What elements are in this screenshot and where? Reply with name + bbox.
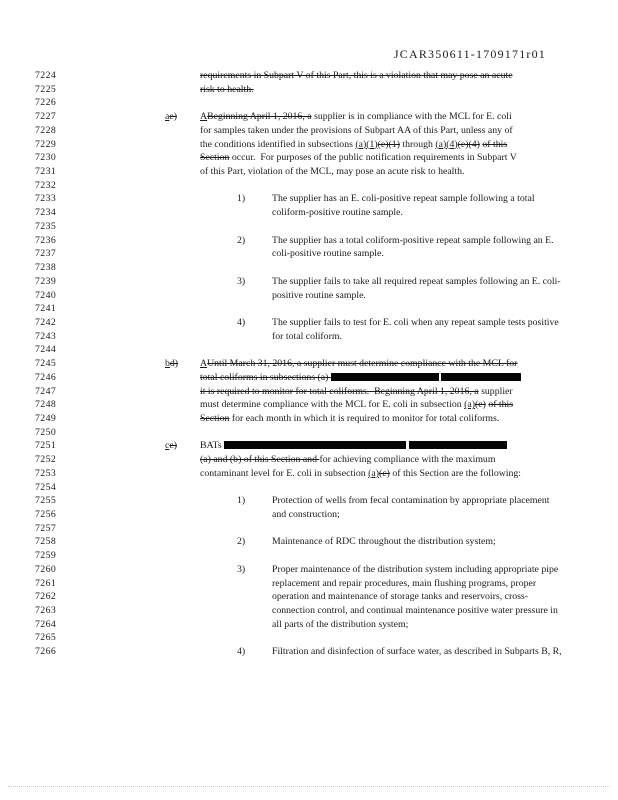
text-segment: risk to health. — [200, 83, 254, 95]
text-segment: (a) and (b) of this Section and — [200, 454, 320, 466]
doc-line-7256 — [0, 508, 618, 522]
line-number: 7241 — [35, 303, 57, 315]
doc-line-7232 — [0, 179, 618, 193]
line-text — [200, 357, 517, 371]
line-text — [272, 563, 558, 577]
line-number: 7226 — [35, 97, 57, 109]
text-segment: Proper maintenance of the distribution system including appropriate pipe — [272, 563, 559, 575]
text-segment: 2) — [237, 234, 246, 246]
doc-line-7247 — [0, 385, 618, 399]
line-number: 7255 — [35, 495, 57, 507]
line-text — [200, 124, 513, 138]
text-segment: e) — [169, 111, 177, 123]
doc-line-7258 — [0, 535, 618, 549]
line-text — [272, 604, 558, 618]
text-segment: and construction; — [272, 509, 340, 520]
text-segment: replacement and repair procedures, main flushing programs, proper — [272, 577, 537, 589]
doc-line-7265 — [0, 631, 618, 645]
doc-line-7224 — [0, 69, 618, 83]
line-number: 7266 — [35, 646, 57, 658]
text-segment: Section — [200, 152, 230, 164]
text-segment: 1) — [237, 495, 246, 507]
text-segment: (e) — [474, 399, 486, 411]
line-number: 7240 — [35, 289, 57, 301]
paragraph-label — [237, 494, 245, 508]
text-segment: 3) — [237, 275, 246, 287]
line-text — [272, 535, 496, 549]
line-number: 7231 — [35, 166, 57, 178]
paragraph-label — [237, 234, 245, 248]
line-number: 7244 — [35, 344, 57, 356]
doc-line-7262 — [0, 590, 618, 604]
text-segment: the conditions identified in subsections — [200, 138, 356, 150]
line-number: 7263 — [35, 605, 57, 617]
line-number: 7224 — [35, 70, 57, 81]
text-segment: 4) — [237, 646, 246, 658]
line-number: 7249 — [35, 412, 57, 424]
text-segment: 3) — [237, 563, 246, 575]
line-text — [200, 439, 507, 453]
text-segment: of this — [488, 399, 514, 411]
text-segment: a — [165, 111, 170, 123]
line-text — [200, 467, 521, 481]
line-text — [272, 206, 403, 220]
text-segment: c — [165, 440, 170, 452]
text-segment: (e)(4) — [457, 138, 480, 150]
line-number: 7247 — [35, 385, 57, 397]
line-text — [200, 453, 495, 467]
text-segment: (a) — [464, 399, 475, 411]
line-text — [200, 83, 254, 97]
text-segment: of this Section are the following: — [389, 467, 522, 479]
line-text — [200, 69, 513, 83]
line-number: 7265 — [35, 632, 57, 644]
paragraph-label — [237, 275, 245, 289]
line-number: 7260 — [35, 563, 57, 575]
text-segment: Until March 31, 2016, a supplier must determine compliance with the MCL for — [207, 358, 518, 370]
text-segment: The supplier has a total coliform-positive repeat sample following an E. — [272, 234, 554, 246]
doc-line-7254 — [0, 481, 618, 495]
paragraph-label — [165, 110, 177, 124]
paragraph-label — [165, 439, 177, 453]
text-segment: requirements in Subpart V of this Part, this is a violation that may pose an acute — [200, 70, 513, 81]
line-text — [272, 508, 340, 522]
line-number: 7234 — [35, 207, 57, 219]
line-text — [272, 645, 562, 659]
document-id-header: JCAR350611-1709171r01 — [393, 47, 546, 61]
doc-line-7228 — [0, 124, 618, 138]
line-text — [200, 138, 507, 152]
line-number: 7228 — [35, 124, 57, 136]
line-text — [200, 412, 499, 426]
doc-line-7250 — [0, 426, 618, 440]
text-segment: for achieving compliance with the maximum — [319, 454, 496, 466]
doc-line-7251 — [0, 439, 618, 453]
doc-line-7246 — [0, 371, 618, 385]
line-number: 7245 — [35, 358, 57, 370]
text-segment: total coliforms in subsections (a) — [200, 371, 331, 383]
doc-line-7239 — [0, 275, 618, 289]
line-number: 7229 — [35, 138, 57, 150]
text-segment: for total coliform. — [272, 330, 342, 342]
line-number: 7264 — [35, 618, 57, 630]
doc-line-7266 — [0, 645, 618, 659]
line-number: 7250 — [35, 426, 57, 438]
text-segment: BATs — [200, 440, 225, 452]
doc-line-7240 — [0, 289, 618, 303]
line-number: 7246 — [35, 371, 57, 383]
line-text — [200, 385, 513, 399]
doc-line-7248 — [0, 398, 618, 412]
line-text — [272, 289, 366, 303]
text-segment: of this Part, violation of the MCL, may pose an acute risk to health. — [200, 166, 465, 178]
doc-line-7234 — [0, 206, 618, 220]
text-segment: all parts of the distribution system; — [272, 618, 409, 630]
text-segment: Filtration and disinfection of surface water, as described in Subparts B, R, — [272, 646, 562, 658]
line-number: 7254 — [35, 481, 57, 493]
text-segment: 1) — [237, 193, 246, 205]
text-segment: Maintenance of RDC throughout the distribution system; — [272, 536, 496, 548]
text-segment: for samples taken under the provisions of Subpart AA of this Part, unless any of — [200, 124, 513, 136]
paragraph-label — [237, 192, 245, 206]
line-number: 7232 — [35, 179, 57, 191]
line-number: 7236 — [35, 234, 57, 246]
doc-line-7231 — [0, 165, 618, 179]
line-text — [200, 110, 512, 124]
text-segment: coli-positive routine sample. — [272, 248, 384, 260]
doc-line-7241 — [0, 302, 618, 316]
text-segment: A — [200, 111, 208, 123]
line-text — [272, 577, 536, 591]
doc-line-7264 — [0, 618, 618, 632]
line-number: 7256 — [35, 509, 57, 520]
text-segment: (e)(1) — [377, 138, 400, 150]
text-segment: for each month in which it is required to monitor for total coliforms. — [229, 412, 500, 424]
text-segment: positive routine sample. — [272, 289, 366, 301]
text-segment: of this — [482, 138, 508, 150]
line-text — [272, 316, 559, 330]
doc-line-7261 — [0, 577, 618, 591]
paragraph-label — [165, 357, 178, 371]
text-segment: must determine compliance with the MCL for E. coli in subsection — [200, 399, 465, 411]
doc-line-7259 — [0, 549, 618, 563]
line-number: 7225 — [35, 83, 57, 95]
paragraph-label — [237, 535, 245, 549]
doc-line-7249 — [0, 412, 618, 426]
doc-line-7233 — [0, 192, 618, 206]
line-text — [200, 371, 521, 385]
redaction-bar — [441, 373, 521, 381]
line-text — [200, 151, 517, 165]
line-number: 7227 — [35, 111, 57, 123]
doc-line-7235 — [0, 220, 618, 234]
text-segment: b — [165, 358, 170, 370]
doc-line-7260 — [0, 563, 618, 577]
text-segment: (c) — [379, 467, 390, 479]
text-segment: (a) — [368, 467, 380, 479]
line-number: 7251 — [35, 440, 57, 452]
text-segment: contaminant level for E. coli in subsection — [200, 467, 369, 479]
text-segment: d) — [169, 358, 179, 370]
doc-line-7230 — [0, 151, 618, 165]
text-segment: e) — [169, 440, 177, 452]
line-text — [272, 247, 384, 261]
line-text — [272, 494, 549, 508]
doc-line-7257 — [0, 522, 618, 536]
line-text — [272, 590, 528, 604]
line-number: 7253 — [35, 467, 57, 479]
text-segment: Protection of wells from fecal contamination by appropriate placement — [272, 495, 550, 507]
doc-line-7253 — [0, 467, 618, 481]
line-text — [272, 618, 408, 632]
paragraph-label — [237, 563, 245, 577]
page-edge-artifact — [8, 786, 610, 787]
line-text — [200, 398, 513, 412]
text-segment: through — [399, 138, 436, 150]
line-number: 7258 — [35, 536, 57, 548]
redaction-bar — [409, 441, 507, 449]
doc-line-7225 — [0, 83, 618, 97]
text-segment: connection control, and continual maintenance positive water pressure in — [272, 605, 558, 617]
text-segment: A — [200, 358, 208, 370]
redaction-bar — [331, 373, 439, 381]
line-text — [200, 165, 464, 179]
text-segment: 4) — [237, 316, 246, 328]
line-number: 7261 — [35, 577, 57, 589]
line-number: 7252 — [35, 454, 57, 466]
text-segment: occur. For purposes of the public notification requirements in Subpart V — [229, 152, 517, 164]
doc-line-7243 — [0, 330, 618, 344]
text-segment: The supplier fails to take all required repeat samples following an E. coli- — [272, 275, 561, 287]
doc-line-7229 — [0, 138, 618, 152]
doc-line-7244 — [0, 343, 618, 357]
line-text — [272, 330, 342, 344]
line-number: 7262 — [35, 591, 57, 603]
paragraph-label — [237, 316, 245, 330]
line-number: 7259 — [35, 550, 57, 562]
doc-line-7242 — [0, 316, 618, 330]
paragraph-label — [237, 645, 245, 659]
line-number: 7235 — [35, 220, 57, 232]
redaction-bar — [224, 441, 406, 449]
line-number: 7248 — [35, 399, 57, 411]
line-number: 7257 — [35, 522, 57, 534]
doc-line-7238 — [0, 261, 618, 275]
text-segment: supplier — [478, 385, 513, 397]
text-segment: Section — [200, 412, 230, 424]
doc-line-7227 — [0, 110, 618, 124]
line-number: 7230 — [35, 152, 57, 164]
text-segment: (a)(1) — [355, 138, 378, 150]
doc-line-7255 — [0, 494, 618, 508]
text-segment: supplier is in compliance with the MCL for E. coli — [311, 111, 512, 123]
doc-line-7236 — [0, 234, 618, 248]
line-number: 7242 — [35, 316, 57, 328]
text-segment: The supplier fails to test for E. coli when any repeat sample tests positive — [272, 316, 559, 328]
text-segment: operation and maintenance of storage tanks and reservoirs, cross- — [272, 591, 528, 603]
line-text — [272, 275, 561, 289]
line-number: 7243 — [35, 330, 57, 342]
line-number: 7237 — [35, 248, 57, 260]
document-lines — [0, 69, 618, 659]
text-segment: 2) — [237, 536, 246, 548]
line-number: 7238 — [35, 262, 57, 274]
text-segment: coliform-positive routine sample. — [272, 207, 403, 219]
doc-line-7237 — [0, 247, 618, 261]
line-text — [272, 234, 554, 248]
text-segment: it is required to monitor for total coliforms. Beginning April 1, 2016, a — [200, 385, 479, 397]
doc-line-7252 — [0, 453, 618, 467]
text-segment: The supplier has an E. coli-positive repeat sample following a total — [272, 193, 535, 205]
text-segment: (a)(4) — [435, 138, 458, 150]
doc-line-7226 — [0, 96, 618, 110]
line-number: 7233 — [35, 193, 57, 205]
doc-line-7263 — [0, 604, 618, 618]
doc-line-7245 — [0, 357, 618, 371]
line-text — [272, 192, 535, 206]
line-number: 7239 — [35, 275, 57, 287]
text-segment: Beginning April 1, 2016, a — [207, 111, 312, 123]
